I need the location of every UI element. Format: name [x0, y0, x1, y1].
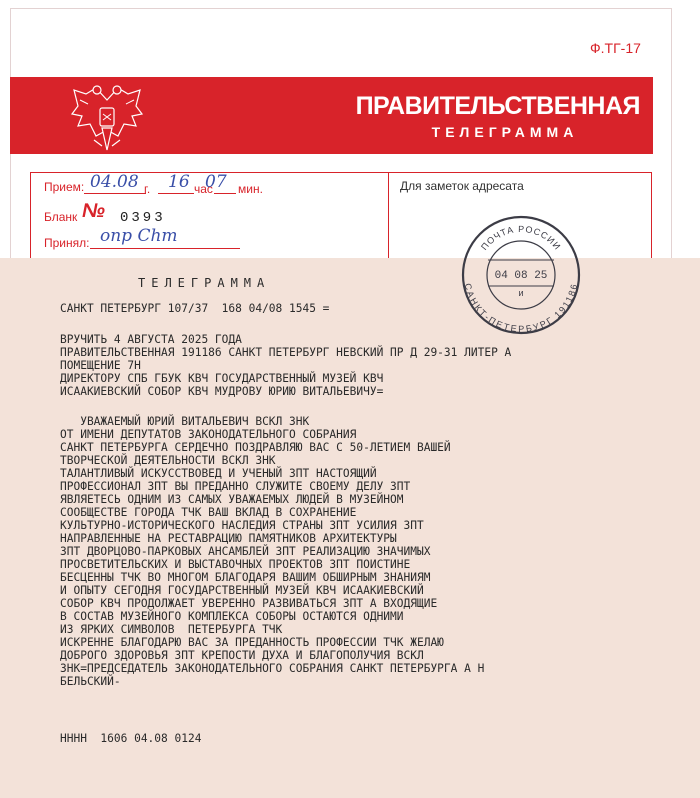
stamp-bottom-text: САНКТ-ПЕТЕРБУРГ 191186: [462, 282, 580, 335]
prinyal-label: Принял:: [44, 236, 90, 250]
body-line: ДОБРОГО ЗДОРОВЬЯ ЗПТ КРЕПОСТИ ДУХА И БЛАГОПОЛУЧИЯ ВСКЛ: [60, 649, 424, 662]
body-line: ЗПТ ДВОРЦОВО-ПАРКОВЫХ АНСАМБЛЕЙ ЗПТ РЕАЛИЗАЦИЮ ЗНАЧИМЫХ: [60, 545, 431, 558]
body-line: В СОСТАВ МУЗЕЙНОГО КОМПЛЕКСА СОБОРЫ ОСТАЮТСЯ ОДНИМИ: [60, 610, 404, 623]
box-middle-border: [388, 172, 389, 264]
body-line: И ОПЫТУ СЕГОДНЯ ГОСУДАРСТВЕННЫЙ МУЗЕЙ КВЧ ИСААКИЕВСКИЙ: [60, 584, 424, 597]
address-line: ИСААКИЕВСКИЙ СОБОР КВЧ МУДРОВУ ЮРИЮ ВИТАЛЬЕВИЧУ=: [60, 385, 384, 398]
coat-of-arms-icon: [66, 80, 148, 156]
body-line: НАПРАВЛЕННЫЕ НА РЕСТАВРАЦИЮ ПАМЯТНИКОВ АРХИТЕКТУРЫ: [60, 532, 397, 545]
priem-min-value: 07: [205, 172, 227, 192]
telegram-header-line: САНКТ ПЕТЕРБУРГ 107/37 168 04/08 1545 =: [60, 302, 330, 315]
body-line: УВАЖАЕМЫЙ ЮРИЙ ВИТАЛЬЕВИЧ ВСКЛ ЗНК: [60, 415, 310, 428]
g-label: г.: [144, 182, 151, 196]
priem-date-line: [84, 193, 146, 194]
body-line: ИСКРЕННЕ БЛАГОДАРЮ ВАС ЗА ПРЕДАННОСТЬ ПРОФЕССИИ ТЧК ЖЕЛАЮ: [60, 636, 444, 649]
telegram-footer-line: НННН 1606 04.08 0124: [60, 732, 202, 745]
body-line: ПРОСВЕТИТЕЛЬСКИХ И ВЫСТАВОЧНЫХ ПРОЕКТОВ ЗПТ ПОИСТИНЕ: [60, 558, 411, 571]
body-line: ТВОРЧЕСКОЙ ДЕЯТЕЛЬНОСТИ ВСКЛ ЗНК: [60, 454, 276, 467]
box-right-border: [651, 172, 652, 264]
address-line: ВРУЧИТЬ 4 АВГУСТА 2025 ГОДА: [60, 333, 242, 346]
body-line: СОБОР КВЧ ПРОДОЛЖАЕТ УВЕРЕННО РАЗВИВАТЬСЯ ЗПТ А ВХОДЯЩИЕ: [60, 597, 438, 610]
min-label: мин.: [238, 182, 263, 196]
body-line: ЯВЛЯЕТЕСЬ ОДНИМ ИЗ САМЫХ УВАЖАЕМЫХ ЛЮДЕЙ В МУЗЕЙНОМ: [60, 493, 404, 506]
stamp-date: 04 08 25: [494, 270, 548, 282]
priem-date-value: 04.08: [90, 172, 139, 192]
stamp-top-text: ПОЧТА РОССИИ: [479, 223, 563, 253]
body-line: ТАЛАНТЛИВЫЙ ИСКУССТВОВЕД И УЧЕНЫЙ ЗПТ НАСТОЯЩИЙ: [60, 467, 377, 480]
priem-hour-value: 16: [168, 172, 190, 192]
priem-hour-line: [158, 193, 194, 194]
address-line: ДИРЕКТОРУ СПБ ГБУК КВЧ ГОСУДАРСТВЕННЫЙ МУЗЕЙ КВЧ: [60, 372, 384, 385]
form-subtitle: ТЕЛЕГРАММА: [431, 124, 579, 140]
body-line: СООБЩЕСТВЕ ГОРОДА ТЧК ВАШ ВКЛАД В СОХРАНЕНИЕ: [60, 506, 357, 519]
body-line: САНКТ ПЕТЕРБУРГА СЕРДЕЧНО ПОЗДРАВЛЯЮ ВАС С 50-ЛЕТИЕМ ВАШЕЙ: [60, 441, 451, 454]
body-line: ПРОФЕССИОНАЛ ЗПТ ВЫ ПРЕДАННО СЛУЖИТЕ СВОЕМУ ДЕЛУ ЗПТ: [60, 480, 411, 493]
body-line: ИЗ ЯРКИХ СИМВОЛОВ ПЕТЕРБУРГА ТЧК: [60, 623, 283, 636]
stamp-letter: и: [518, 288, 524, 298]
body-line: БЕЛЬСКИЙ-: [60, 675, 121, 688]
form-code: Ф.ТГ-17: [590, 40, 641, 56]
svg-text:ПОЧТА РОССИИ: [479, 224, 563, 252]
priem-min-line: [214, 193, 236, 194]
body-line: БЕСЦЕННЫ ТЧК ВО МНОГОМ БЛАГОДАРЯ ВАШИМ ОБШИРНЫМ ЗНАНИЯМ: [60, 571, 431, 584]
chas-label: час: [194, 182, 213, 196]
body-line: ОТ ИМЕНИ ДЕПУТАТОВ ЗАКОНОДАТЕЛЬНОГО СОБРАНИЯ: [60, 428, 357, 441]
prinyal-signature: опр Сhт: [100, 226, 178, 246]
body-line: КУЛЬТУРНО-ИСТОРИЧЕСКОГО НАСЛЕДИЯ СТРАНЫ ЗПТ УСИЛИЯ ЗПТ: [60, 519, 424, 532]
address-line: ПОМЕЩЕНИЕ 7Н: [60, 359, 141, 372]
address-line: ПРАВИТЕЛЬСТВЕННАЯ 191186 САНКТ ПЕТЕРБУРГ НЕВСКИЙ ПР Д 29-31 ЛИТЕР А: [60, 346, 512, 359]
body-line: ЗНК=ПРЕДСЕДАТЕЛЬ ЗАКОНОДАТЕЛЬНОГО СОБРАНИЯ САНКТ ПЕТЕРБУРГА А Н: [60, 662, 485, 675]
notes-label: Для заметок адресата: [400, 179, 524, 193]
box-left-border: [30, 172, 31, 264]
postmark-stamp: [458, 212, 584, 338]
telegram-title: ТЕЛЕГРАММА: [138, 276, 271, 290]
priem-label: Прием:: [44, 180, 85, 194]
prinyal-line: [90, 248, 240, 249]
blank-number: 0393: [120, 210, 166, 226]
form-title: ПРАВИТЕЛЬСТВЕННАЯ: [355, 92, 640, 120]
blank-label: Бланк: [44, 210, 78, 224]
blank-number-sign: №: [82, 200, 105, 222]
